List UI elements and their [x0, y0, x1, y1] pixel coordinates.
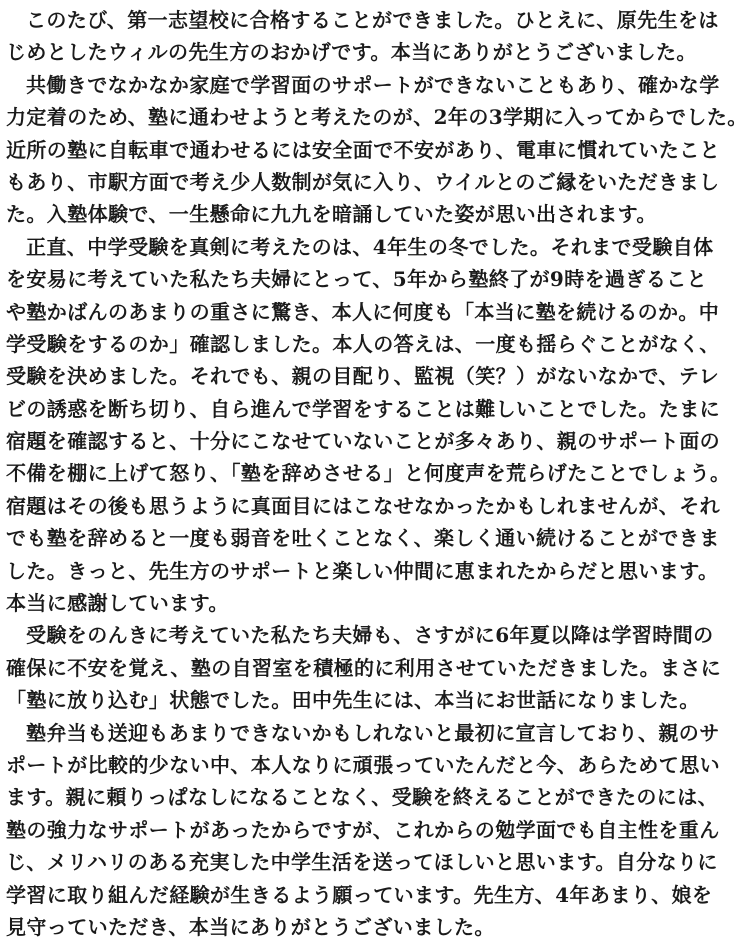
- text-line: た。入塾体験で、一生懸命に九九を暗誦していた姿が思い出されます。: [6, 202, 657, 227]
- text-line: 正直、中学受験を真剣に考えたのは、4年生の冬でした。それまで受験自体: [26, 234, 714, 259]
- text-line: 見守っていただき、本当にありがとうございました。: [6, 914, 495, 939]
- text-line: じ、メリハリのある充実した中学生活を送ってほしいと思います。自分なりに: [6, 850, 718, 875]
- text-line: ます。親に頼りっぱなしになることなく、受験を終えることができたのには、: [6, 785, 718, 810]
- text-line: 本当に感謝しています。: [6, 591, 229, 616]
- text-line: このたび、第一志望校に合格することができました。ひとえに、原先生をは: [26, 8, 719, 32]
- text-line: や塾かばんのあまりの重さに驚き、本人に何度も「本当に塾を続けるのか。中: [6, 299, 720, 324]
- text-line: もあり、市駅方面で考え少人数制が気に入り、ウイルとのご縁をいただきまし: [6, 169, 720, 194]
- text-line: じめとしたウィルの先生方のおかげです。本当にありがとうございました。: [6, 40, 697, 65]
- text-line: ポートが比較的少ない中、本人なりに頑張っていたんだと今、あらためて思い: [6, 752, 720, 777]
- text-line: でも塾を辞めると一度も弱音を吐くことなく、楽しく通い続けることができま: [6, 526, 720, 551]
- text-line: 受験をのんきに考えていた私たち夫婦も、さすがに6年夏以降は学習時間の: [26, 623, 714, 648]
- text-line: 「塾に放り込む」状態でした。田中先生には、本当にお世話になりました。: [6, 688, 700, 713]
- text-line: 塾の強力なサポートがあったからですが、これからの勉学面でも自主性を重ん: [6, 817, 720, 842]
- text-line: 受験を決めました。それでも、親の目配り、監視（笑？）がないなかで、テレ: [6, 364, 720, 389]
- text-line: を安易に考えていた私たち夫婦にとって、5年から塾終了が9時を過ぎること: [6, 267, 708, 292]
- text-line: 近所の塾に自転車で通わせるには安全面で不安があり、電車に慣れていたこと: [6, 137, 720, 162]
- text-line: 力定着のため、塾に通わせようと考えたのが、2年の3学期に入ってからでした。: [6, 105, 748, 130]
- text-line: ビの誘惑を断ち切り、自ら進んで学習をすることは難しいことでした。たまに: [6, 396, 720, 421]
- text-line: 宿題はその後も思うように真面目にはこなせなかったかもしれませんが、それ: [6, 493, 720, 518]
- text-line: 学習に取り組んだ経験が生きるよう願っています。先生方、4年あまり、娘を: [6, 882, 713, 907]
- text-line: 不備を棚に上げて怒り、「塾を辞めさせる」と何度声を荒らげたことでしょう。: [6, 461, 731, 486]
- text-line: 学受験をするのか」確認しました。本人の答えは、一度も揺らぐことがなく、: [6, 331, 720, 356]
- text-line: 塾弁当も送迎もあまりできないかもしれないと最初に宣言しており、親のサ: [26, 720, 720, 745]
- text-line: 確保に不安を覚え、塾の自習室を積極的に利用させていただきました。まさに: [6, 655, 722, 680]
- text-line: 共働きでなかなか家庭で学習面のサポートができないこともあり、確かな学: [26, 72, 720, 97]
- text-line: した。きっと、先生方のサポートと楽しい仲間に恵まれたからだと思います。: [6, 558, 719, 583]
- letter-body: [6, 4, 750, 943]
- text-line: 宿題を確認すると、十分にこなせていないことが多々あり、親のサポート面の: [6, 429, 720, 454]
